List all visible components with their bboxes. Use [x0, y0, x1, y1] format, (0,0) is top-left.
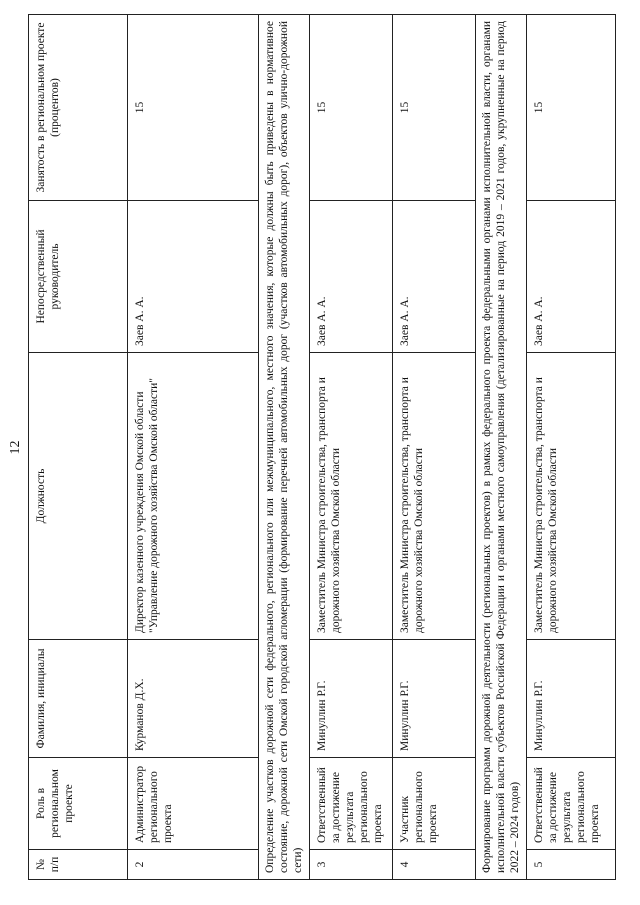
- cell-position: Заместитель Министра строительства, транспорта и дорожного хозяйства Омской области: [527, 353, 616, 640]
- page-number: 12: [8, 440, 23, 455]
- header-position: Должность: [29, 353, 128, 640]
- table-row: [393, 15, 476, 880]
- table-row: [128, 15, 259, 880]
- cell-employment: 15: [310, 15, 393, 201]
- section-heading-1: Определение участков дорожной сети федерального, регионального или межмуниципального, местного значения, которые должны быть приведены в нормативное состояние, дорожной сети Омской городской агломерации (формирование перечней автомобильных дорог (участков автомобильных дорог), объектов улично-дорожной сети): [259, 15, 310, 880]
- cell-num: 4: [393, 850, 476, 880]
- cell-position: Заместитель Министра строительства, транспорта и дорожного хозяйства Омской области: [310, 353, 393, 640]
- cell-role: Ответственный за достижение результата регионального проекта: [310, 758, 393, 850]
- cell-employment: 15: [393, 15, 476, 201]
- cell-name: Курманов Д.Х.: [128, 640, 259, 758]
- cell-position: Заместитель Министра строительства, транспорта и дорожного хозяйства Омской области: [393, 353, 476, 640]
- section-heading-2: Формирование программ дорожной деятельности (региональных проектов) в рамках федерального проекта федеральными органами исполнительной власти, органами исполнительной власти субъектов Российской Федерации и органами местного самоуправления (детализированные на период 2019 – 2021 годов, укрупненные на период 2022 – 2024 годов): [476, 15, 527, 880]
- cell-employment: 15: [527, 15, 616, 201]
- section-row: [476, 15, 527, 880]
- cell-supervisor: Заев А. А.: [128, 201, 259, 353]
- table-row: [527, 15, 616, 880]
- section-row: [259, 15, 310, 880]
- project-team-table: [28, 14, 616, 880]
- cell-position: Директор казенного учреждения Омской области "Управление дорожного хозяйства Омской области": [128, 353, 259, 640]
- header-supervisor: Непосредственный руководитель: [29, 201, 128, 353]
- cell-role: Администратор регионального проекта: [128, 758, 259, 850]
- cell-num: 3: [310, 850, 393, 880]
- rotated-document-sheet: [8, 15, 602, 880]
- cell-name: Минуллин Р.Г.: [393, 640, 476, 758]
- cell-supervisor: Заев А. А.: [310, 201, 393, 353]
- cell-role: Участник регионального проекта: [393, 758, 476, 850]
- cell-supervisor: Заев А. А.: [393, 201, 476, 353]
- cell-employment: 15: [128, 15, 259, 201]
- cell-num: 2: [128, 850, 259, 880]
- header-role: Роль в региональном проекте: [29, 758, 128, 850]
- cell-name: Минуллин Р.Г.: [527, 640, 616, 758]
- cell-num: 5: [527, 850, 616, 880]
- header-name: Фамилия, инициалы: [29, 640, 128, 758]
- header-num: № п/п: [29, 850, 128, 880]
- cell-role: Ответственный за достижение результата регионального проекта: [527, 758, 616, 850]
- header-employment: Занятость в региональном проекте (процентов): [29, 15, 128, 201]
- cell-name: Минуллин Р.Г.: [310, 640, 393, 758]
- table-header-row: [29, 15, 128, 880]
- cell-supervisor: Заев А. А.: [527, 201, 616, 353]
- table-row: [310, 15, 393, 880]
